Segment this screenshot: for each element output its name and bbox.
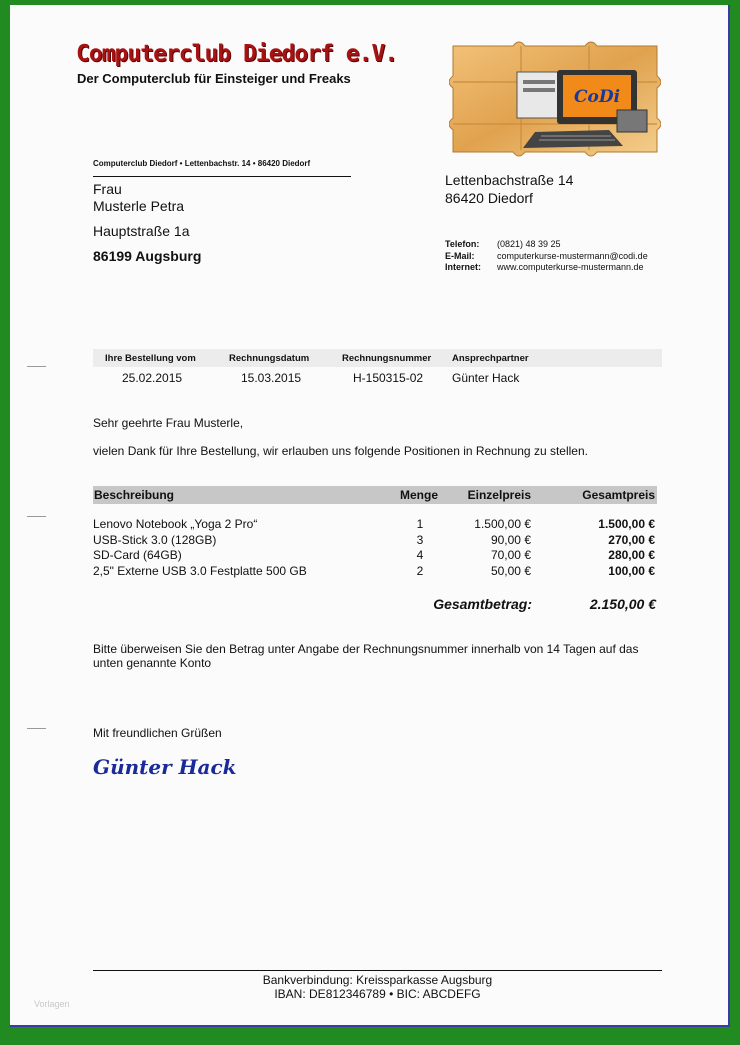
contact-label: Telefon: bbox=[445, 239, 480, 249]
invoice-number: H-150315-02 bbox=[353, 371, 424, 385]
fold-mark bbox=[27, 516, 46, 517]
contact-value[interactable]: computerkurse-mustermann@codi.de bbox=[497, 250, 648, 261]
info-header: Rechnungsnummer bbox=[342, 353, 432, 364]
item-unit-price: 90,00 € bbox=[490, 533, 531, 547]
info-header: Ansprechpartner bbox=[452, 353, 529, 364]
item-quantity: 1 bbox=[416, 517, 424, 531]
item-total: 280,00 € bbox=[608, 548, 655, 562]
item-description: Lenovo Notebook „Yoga 2 Pro“ bbox=[93, 517, 258, 531]
invoice-date: 15.03.2015 bbox=[241, 371, 302, 385]
column-header-total: Gesamtpreis bbox=[582, 488, 655, 502]
club-tagline: Der Computerclub für Einsteiger und Freaks bbox=[77, 71, 351, 86]
closing: Mit freundlichen Grüßen bbox=[93, 726, 222, 740]
item-description: USB-Stick 3.0 (128GB) bbox=[93, 533, 217, 547]
column-header-unit-price: Einzelpreis bbox=[467, 488, 531, 502]
puzzle-computer-logo-icon bbox=[449, 40, 661, 158]
column-header-quantity: Menge bbox=[400, 488, 439, 502]
item-quantity: 4 bbox=[416, 548, 424, 562]
item-total: 270,00 € bbox=[608, 533, 655, 547]
item-total: 1.500,00 € bbox=[598, 517, 655, 531]
contact-label: Internet: bbox=[445, 262, 481, 272]
info-header: Ihre Bestellung vom bbox=[105, 353, 196, 364]
contact-row-email bbox=[445, 251, 648, 263]
info-header: Rechnungsdatum bbox=[229, 353, 310, 364]
contact-row-phone bbox=[445, 239, 648, 251]
grand-total-value: 2.150,00 € bbox=[589, 596, 656, 612]
recipient-street: Hauptstraße 1a bbox=[93, 223, 190, 239]
greeting: Sehr geehrte Frau Musterle, bbox=[93, 416, 244, 430]
item-description: SD-Card (64GB) bbox=[93, 548, 182, 562]
logo-text: CoDi bbox=[573, 87, 621, 107]
contact-block bbox=[445, 239, 648, 274]
payment-instruction-line2: unten genannte Konto bbox=[93, 656, 212, 670]
item-unit-price: 1.500,00 € bbox=[474, 517, 531, 531]
contact-person: Günter Hack bbox=[452, 371, 520, 385]
sender-return-address: Computerclub Diedorf • Lettenbachstr. 14 • 86420 Diedorf bbox=[93, 159, 311, 168]
recipient-salutation: Frau bbox=[93, 181, 122, 197]
item-unit-price: 70,00 € bbox=[490, 548, 531, 562]
fold-mark bbox=[27, 728, 46, 729]
recipient-name: Musterle Petra bbox=[93, 198, 185, 214]
item-total: 100,00 € bbox=[608, 564, 655, 578]
sender-street: Lettenbachstraße 14 bbox=[445, 172, 574, 188]
sender-city: 86420 Diedorf bbox=[445, 190, 533, 206]
payment-instruction-line1: Bitte überweisen Sie den Betrag unter Angabe der Rechnungsnummer innerhalb von 14 Tagen auf das bbox=[93, 642, 639, 656]
item-quantity: 2 bbox=[416, 564, 424, 578]
address-divider bbox=[93, 176, 351, 177]
club-name: Computerclub Diedorf e.V. bbox=[76, 41, 398, 67]
item-description: 2,5" Externe USB 3.0 Festplatte 500 GB bbox=[93, 564, 307, 578]
contact-value: (0821) 48 39 25 bbox=[497, 239, 561, 249]
grand-total-label: Gesamtbetrag: bbox=[433, 596, 532, 612]
order-date: 25.02.2015 bbox=[122, 371, 183, 385]
item-quantity: 3 bbox=[416, 533, 424, 547]
item-unit-price: 50,00 € bbox=[490, 564, 531, 578]
contact-label: E-Mail: bbox=[445, 250, 475, 261]
column-header-description: Beschreibung bbox=[94, 488, 175, 502]
signature: Günter Hack bbox=[93, 755, 237, 779]
contact-value[interactable]: www.computerkurse-mustermann.de bbox=[497, 262, 644, 272]
bank-details: Bankverbindung: Kreissparkasse Augsburg bbox=[262, 973, 493, 987]
fold-mark bbox=[27, 366, 46, 367]
invoice-page bbox=[10, 5, 730, 1027]
contact-row-internet bbox=[445, 262, 648, 274]
footer-divider bbox=[93, 970, 662, 971]
recipient-city: 86199 Augsburg bbox=[93, 248, 202, 264]
iban-bic: IBAN: DE812346789 • BIC: ABCDEFG bbox=[274, 987, 481, 1001]
watermark: Vorlagen bbox=[34, 999, 70, 1009]
intro-text: vielen Dank für Ihre Bestellung, wir erlauben uns folgende Positionen in Rechnung zu stellen. bbox=[93, 444, 588, 458]
